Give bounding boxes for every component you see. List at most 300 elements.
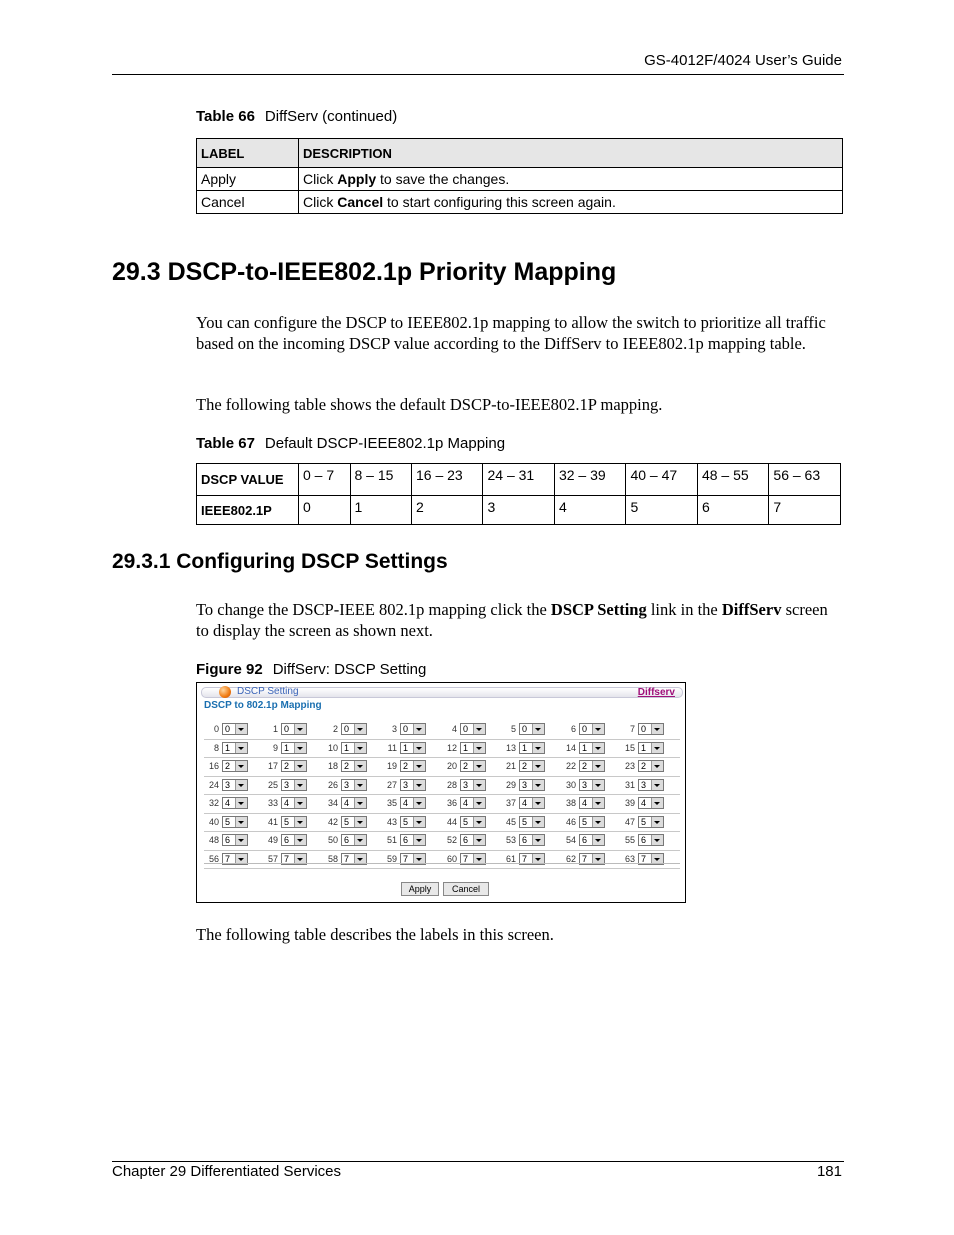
dscp-cell bbox=[376, 723, 426, 736]
chevron-down-icon[interactable] bbox=[651, 835, 663, 845]
dscp-number: 19 bbox=[386, 761, 397, 771]
priority-value: 4 bbox=[463, 798, 469, 808]
dscp-number: 5 bbox=[510, 724, 516, 734]
dscp-cell bbox=[436, 816, 486, 829]
dscp-number: 46 bbox=[565, 816, 576, 827]
chevron-down-icon[interactable] bbox=[473, 761, 485, 771]
chevron-down-icon[interactable] bbox=[473, 854, 485, 864]
dscp-number: 23 bbox=[624, 761, 635, 771]
priority-value: 5 bbox=[284, 816, 290, 827]
priority-value: 3 bbox=[463, 779, 469, 790]
cancel-button[interactable]: Cancel bbox=[443, 882, 489, 896]
dscp-number: 24 bbox=[208, 779, 219, 790]
priority-select[interactable] bbox=[222, 723, 248, 735]
dscp-number: 36 bbox=[446, 798, 457, 808]
priority-value: 2 bbox=[522, 761, 528, 771]
dscp-cell bbox=[614, 834, 664, 847]
priority-cell: 0 bbox=[299, 496, 351, 525]
dscp-cell bbox=[495, 723, 545, 736]
chevron-down-icon[interactable] bbox=[473, 817, 485, 827]
chevron-down-icon[interactable] bbox=[413, 724, 425, 734]
dscp-cell bbox=[436, 779, 486, 792]
dscp-cell bbox=[555, 723, 605, 736]
priority-select[interactable] bbox=[281, 723, 307, 735]
chevron-down-icon[interactable] bbox=[354, 743, 366, 753]
dscp-cell bbox=[436, 723, 486, 736]
priority-value: 1 bbox=[403, 742, 409, 753]
apply-button[interactable]: Apply bbox=[401, 882, 439, 896]
priority-value: 7 bbox=[582, 853, 588, 864]
priority-select[interactable] bbox=[281, 760, 307, 772]
chevron-down-icon[interactable] bbox=[294, 835, 306, 845]
priority-select[interactable] bbox=[638, 797, 664, 809]
priority-select[interactable] bbox=[579, 797, 605, 809]
table-row bbox=[197, 464, 841, 496]
dscp-cell bbox=[614, 723, 664, 736]
priority-select[interactable] bbox=[400, 834, 426, 846]
chevron-down-icon[interactable] bbox=[235, 780, 247, 790]
priority-value: 5 bbox=[582, 816, 588, 827]
mapping-row bbox=[204, 740, 680, 759]
chevron-down-icon[interactable] bbox=[294, 743, 306, 753]
dscp-number: 37 bbox=[505, 798, 516, 808]
priority-value: 5 bbox=[463, 816, 469, 827]
guide-title: GS-4012F/4024 User’s Guide bbox=[644, 52, 842, 69]
chevron-down-icon[interactable] bbox=[651, 761, 663, 771]
chevron-down-icon[interactable] bbox=[651, 724, 663, 734]
chevron-down-icon[interactable] bbox=[354, 854, 366, 864]
priority-select[interactable] bbox=[400, 779, 426, 791]
chevron-down-icon[interactable] bbox=[354, 835, 366, 845]
dscp-cell bbox=[555, 797, 605, 810]
dscp-number: 60 bbox=[446, 853, 457, 864]
priority-value: 3 bbox=[403, 779, 409, 790]
dscp-number: 58 bbox=[327, 853, 338, 864]
priority-value: 1 bbox=[284, 742, 290, 753]
priority-value: 1 bbox=[582, 742, 588, 753]
dscp-number: 1 bbox=[272, 724, 278, 734]
priority-select[interactable] bbox=[400, 760, 426, 772]
priority-value: 7 bbox=[522, 853, 528, 864]
dscp-number: 10 bbox=[327, 742, 338, 753]
chevron-down-icon[interactable] bbox=[473, 780, 485, 790]
priority-select[interactable] bbox=[222, 779, 248, 791]
dscp-number: 55 bbox=[624, 835, 635, 845]
dscp-cell bbox=[614, 779, 664, 792]
dscp-number: 18 bbox=[327, 761, 338, 771]
priority-select[interactable] bbox=[579, 723, 605, 735]
dscp-number: 54 bbox=[565, 835, 576, 845]
dscp-cell bbox=[436, 742, 486, 755]
priority-select[interactable] bbox=[281, 779, 307, 791]
dscp-cell bbox=[555, 816, 605, 829]
priority-select[interactable] bbox=[341, 760, 367, 772]
dscp-cell bbox=[614, 797, 664, 810]
priority-select[interactable] bbox=[519, 779, 545, 791]
chevron-down-icon[interactable] bbox=[592, 798, 604, 808]
priority-select[interactable] bbox=[519, 760, 545, 772]
priority-select[interactable] bbox=[519, 816, 545, 828]
chevron-down-icon[interactable] bbox=[592, 724, 604, 734]
dscp-number: 63 bbox=[624, 853, 635, 864]
chevron-down-icon[interactable] bbox=[592, 761, 604, 771]
after-figure-paragraph: The following table describes the labels in this screen. bbox=[196, 925, 554, 944]
priority-value: 7 bbox=[344, 853, 350, 864]
chevron-down-icon[interactable] bbox=[532, 761, 544, 771]
chevron-down-icon[interactable] bbox=[532, 724, 544, 734]
priority-value: 4 bbox=[403, 798, 409, 808]
priority-select[interactable] bbox=[460, 816, 486, 828]
priority-select[interactable] bbox=[341, 723, 367, 735]
priority-value: 3 bbox=[225, 779, 231, 790]
chevron-down-icon[interactable] bbox=[413, 743, 425, 753]
priority-value: 6 bbox=[344, 835, 350, 845]
dscp-range-cell: 0 – 7 bbox=[299, 464, 351, 496]
priority-value: 7 bbox=[641, 853, 647, 864]
dscp-cell bbox=[198, 779, 248, 792]
chevron-down-icon[interactable] bbox=[592, 854, 604, 864]
mapping-row bbox=[204, 721, 680, 740]
dscp-range-cell: 32 – 39 bbox=[554, 464, 625, 496]
row-label-apply: Apply bbox=[197, 168, 299, 191]
chevron-down-icon[interactable] bbox=[592, 780, 604, 790]
chevron-down-icon[interactable] bbox=[532, 854, 544, 864]
row-desc-cancel: Click Cancel to start configuring this screen again. bbox=[299, 191, 843, 214]
dscp-cell bbox=[317, 723, 367, 736]
priority-select[interactable] bbox=[281, 742, 307, 754]
chevron-down-icon[interactable] bbox=[473, 743, 485, 753]
chevron-down-icon[interactable] bbox=[294, 854, 306, 864]
dscp-number: 53 bbox=[505, 835, 516, 845]
priority-select[interactable] bbox=[579, 742, 605, 754]
priority-value: 4 bbox=[641, 798, 647, 808]
priority-value: 4 bbox=[344, 798, 350, 808]
chevron-down-icon[interactable] bbox=[413, 761, 425, 771]
chevron-down-icon[interactable] bbox=[532, 780, 544, 790]
dscp-number: 4 bbox=[451, 724, 457, 734]
dscp-number: 50 bbox=[327, 835, 338, 845]
chevron-down-icon[interactable] bbox=[592, 817, 604, 827]
dscp-number: 11 bbox=[387, 742, 397, 753]
header-description: DESCRIPTION bbox=[299, 139, 843, 168]
priority-value: 1 bbox=[641, 742, 647, 753]
diffserv-link[interactable]: Diffserv bbox=[637, 687, 675, 698]
priority-cell: 5 bbox=[626, 496, 697, 525]
chevron-down-icon[interactable] bbox=[354, 724, 366, 734]
priority-select[interactable] bbox=[519, 797, 545, 809]
chevron-down-icon[interactable] bbox=[413, 817, 425, 827]
priority-value: 0 bbox=[582, 724, 588, 734]
priority-select[interactable] bbox=[638, 779, 664, 791]
priority-select[interactable] bbox=[638, 723, 664, 735]
chevron-down-icon[interactable] bbox=[235, 798, 247, 808]
priority-value: 2 bbox=[344, 761, 350, 771]
dscp-number: 45 bbox=[505, 816, 516, 827]
priority-cell: 2 bbox=[412, 496, 483, 525]
dscp-number: 33 bbox=[267, 798, 278, 808]
page-number: 181 bbox=[816, 1163, 842, 1180]
priority-value: 0 bbox=[403, 724, 409, 734]
dscp-number: 17 bbox=[267, 761, 278, 771]
priority-select[interactable] bbox=[519, 834, 545, 846]
chevron-down-icon[interactable] bbox=[235, 817, 247, 827]
dscp-number: 34 bbox=[327, 798, 338, 808]
dscp-cell bbox=[198, 742, 248, 755]
dscp-number: 27 bbox=[386, 779, 397, 790]
priority-select[interactable] bbox=[222, 797, 248, 809]
priority-select[interactable] bbox=[400, 797, 426, 809]
priority-select[interactable] bbox=[341, 779, 367, 791]
priority-select[interactable] bbox=[460, 797, 486, 809]
chevron-down-icon[interactable] bbox=[592, 743, 604, 753]
priority-value: 1 bbox=[225, 742, 231, 753]
priority-value: 3 bbox=[641, 779, 647, 790]
priority-select[interactable] bbox=[222, 834, 248, 846]
row-label-cancel: Cancel bbox=[197, 191, 299, 214]
priority-value: 7 bbox=[463, 853, 469, 864]
dscp-cell bbox=[376, 816, 426, 829]
dscp-cell bbox=[495, 797, 545, 810]
chevron-down-icon[interactable] bbox=[294, 798, 306, 808]
dscp-number: 8 bbox=[213, 742, 219, 753]
figure-92-text: DiffServ: DSCP Setting bbox=[272, 661, 427, 678]
priority-select[interactable] bbox=[579, 816, 605, 828]
dscp-number: 39 bbox=[624, 798, 635, 808]
priority-value: 3 bbox=[344, 779, 350, 790]
table-66 bbox=[196, 138, 843, 214]
priority-select[interactable] bbox=[341, 742, 367, 754]
priority-cell: 6 bbox=[697, 496, 768, 525]
priority-value: 2 bbox=[284, 761, 290, 771]
dscp-cell bbox=[317, 834, 367, 847]
dscp-number: 62 bbox=[565, 853, 576, 864]
priority-select[interactable] bbox=[222, 760, 248, 772]
dscp-number: 7 bbox=[629, 724, 635, 734]
chevron-down-icon[interactable] bbox=[294, 761, 306, 771]
chevron-down-icon[interactable] bbox=[473, 835, 485, 845]
dscp-number: 28 bbox=[446, 779, 457, 790]
chevron-down-icon[interactable] bbox=[532, 798, 544, 808]
priority-value: 4 bbox=[284, 798, 290, 808]
priority-value: 2 bbox=[403, 761, 409, 771]
priority-select[interactable] bbox=[638, 816, 664, 828]
dscp-number: 44 bbox=[446, 816, 457, 827]
priority-select[interactable] bbox=[638, 834, 664, 846]
priority-value: 6 bbox=[403, 835, 409, 845]
chevron-down-icon[interactable] bbox=[354, 817, 366, 827]
figure-92-caption bbox=[196, 661, 426, 678]
section-paragraph-1: You can configure the DSCP to IEEE802.1p mapping to allow the switch to prioritize all traffic based on the incoming DSCP value according to the DiffServ to IEEE802.1p mapping table. bbox=[196, 313, 826, 353]
dscp-cell bbox=[376, 797, 426, 810]
chevron-down-icon[interactable] bbox=[651, 817, 663, 827]
mapping-row bbox=[204, 758, 680, 777]
dscp-number: 3 bbox=[391, 724, 397, 734]
dscp-number: 26 bbox=[327, 779, 338, 790]
dscp-cell bbox=[257, 760, 307, 773]
mapping-row bbox=[204, 832, 680, 851]
chevron-down-icon[interactable] bbox=[235, 743, 247, 753]
chevron-down-icon[interactable] bbox=[235, 854, 247, 864]
priority-select[interactable] bbox=[281, 797, 307, 809]
priority-value: 2 bbox=[463, 761, 469, 771]
priority-value: 1 bbox=[344, 742, 350, 753]
priority-value: 3 bbox=[522, 779, 528, 790]
dscp-cell bbox=[198, 834, 248, 847]
dscp-cell bbox=[555, 779, 605, 792]
priority-value: 0 bbox=[641, 724, 647, 734]
dscp-number: 30 bbox=[565, 779, 576, 790]
priority-select[interactable] bbox=[638, 760, 664, 772]
dscp-number: 56 bbox=[208, 853, 219, 864]
dscp-number: 51 bbox=[386, 835, 397, 845]
priority-select[interactable] bbox=[400, 742, 426, 754]
chevron-down-icon[interactable] bbox=[235, 835, 247, 845]
chevron-down-icon[interactable] bbox=[354, 761, 366, 771]
row-label-ieee: IEEE802.1P bbox=[197, 496, 299, 525]
chevron-down-icon[interactable] bbox=[413, 854, 425, 864]
chevron-down-icon[interactable] bbox=[354, 780, 366, 790]
chevron-down-icon[interactable] bbox=[592, 835, 604, 845]
mapping-row bbox=[204, 777, 680, 796]
priority-select[interactable] bbox=[460, 723, 486, 735]
dscp-cell bbox=[257, 816, 307, 829]
priority-select[interactable] bbox=[281, 816, 307, 828]
chevron-down-icon[interactable] bbox=[354, 798, 366, 808]
chevron-down-icon[interactable] bbox=[294, 817, 306, 827]
dscp-number: 32 bbox=[208, 798, 219, 808]
dscp-number: 20 bbox=[446, 761, 457, 771]
dscp-number: 61 bbox=[505, 853, 516, 864]
dscp-cell bbox=[317, 742, 367, 755]
priority-value: 4 bbox=[582, 798, 588, 808]
row-desc-apply: Click Apply to save the changes. bbox=[299, 168, 843, 191]
dscp-cell bbox=[495, 834, 545, 847]
dscp-cell bbox=[555, 834, 605, 847]
mapping-row bbox=[204, 814, 680, 833]
priority-select[interactable] bbox=[579, 834, 605, 846]
table-row bbox=[197, 191, 843, 214]
table-67 bbox=[196, 463, 841, 525]
priority-select[interactable] bbox=[579, 779, 605, 791]
table-67-caption bbox=[196, 435, 505, 452]
dscp-cell bbox=[614, 760, 664, 773]
chevron-down-icon[interactable] bbox=[532, 817, 544, 827]
priority-select[interactable] bbox=[460, 834, 486, 846]
dscp-number: 12 bbox=[446, 742, 457, 753]
chevron-down-icon[interactable] bbox=[532, 743, 544, 753]
dscp-cell bbox=[198, 760, 248, 773]
dscp-number: 38 bbox=[565, 798, 576, 808]
dscp-cell bbox=[257, 834, 307, 847]
chevron-down-icon[interactable] bbox=[473, 724, 485, 734]
dscp-number: 25 bbox=[267, 779, 278, 790]
dscp-range-cell: 24 – 31 bbox=[483, 464, 554, 496]
table-66-caption bbox=[196, 108, 397, 125]
priority-select[interactable] bbox=[519, 742, 545, 754]
priority-select[interactable] bbox=[341, 834, 367, 846]
priority-select[interactable] bbox=[638, 742, 664, 754]
priority-value: 2 bbox=[225, 761, 231, 771]
priority-select[interactable] bbox=[460, 779, 486, 791]
table-66-label: Table 66 bbox=[196, 108, 255, 125]
dscp-number: 15 bbox=[624, 742, 635, 753]
header-label: LABEL bbox=[197, 139, 299, 168]
dscp-cell bbox=[495, 760, 545, 773]
chevron-down-icon[interactable] bbox=[651, 798, 663, 808]
priority-select[interactable] bbox=[222, 742, 248, 754]
dscp-number: 21 bbox=[505, 761, 516, 771]
dscp-cell bbox=[376, 834, 426, 847]
dscp-cell bbox=[257, 723, 307, 736]
table-row bbox=[197, 168, 843, 191]
priority-value: 5 bbox=[403, 816, 409, 827]
dscp-cell bbox=[495, 779, 545, 792]
footer-rule bbox=[112, 1161, 844, 1162]
dscp-cell bbox=[317, 779, 367, 792]
priority-select[interactable] bbox=[400, 723, 426, 735]
dscp-number: 42 bbox=[327, 816, 338, 827]
chevron-down-icon[interactable] bbox=[651, 743, 663, 753]
chevron-down-icon[interactable] bbox=[473, 798, 485, 808]
dscp-number: 13 bbox=[505, 742, 516, 753]
dscp-cell bbox=[198, 723, 248, 736]
chevron-down-icon[interactable] bbox=[235, 761, 247, 771]
dscp-number: 57 bbox=[267, 853, 278, 864]
screen-subtitle: DSCP to 802.1p Mapping bbox=[204, 700, 322, 711]
priority-value: 5 bbox=[225, 816, 231, 827]
dscp-number: 22 bbox=[565, 761, 576, 771]
priority-value: 6 bbox=[522, 835, 528, 845]
priority-select[interactable] bbox=[400, 816, 426, 828]
chevron-down-icon[interactable] bbox=[532, 835, 544, 845]
chevron-down-icon[interactable] bbox=[413, 835, 425, 845]
chevron-down-icon[interactable] bbox=[294, 724, 306, 734]
dscp-range-cell: 40 – 47 bbox=[626, 464, 697, 496]
subsection-heading: 29.3.1 Configuring DSCP Settings bbox=[112, 550, 448, 573]
dscp-number: 40 bbox=[208, 816, 219, 827]
chevron-down-icon[interactable] bbox=[651, 780, 663, 790]
dscp-cell bbox=[614, 816, 664, 829]
dscp-cell bbox=[376, 779, 426, 792]
priority-select[interactable] bbox=[222, 816, 248, 828]
dscp-number: 16 bbox=[208, 761, 219, 771]
chevron-down-icon[interactable] bbox=[294, 780, 306, 790]
chevron-down-icon[interactable] bbox=[413, 780, 425, 790]
priority-select[interactable] bbox=[281, 834, 307, 846]
dscp-cell bbox=[198, 797, 248, 810]
priority-value: 7 bbox=[403, 853, 409, 864]
priority-value: 0 bbox=[463, 724, 469, 734]
priority-value: 6 bbox=[463, 835, 469, 845]
chevron-down-icon[interactable] bbox=[413, 798, 425, 808]
screen-title: DSCP Setting bbox=[237, 686, 299, 697]
priority-select[interactable] bbox=[579, 760, 605, 772]
dscp-cell bbox=[436, 760, 486, 773]
priority-select[interactable] bbox=[460, 760, 486, 772]
footer-chapter: Chapter 29 Differentiated Services bbox=[112, 1163, 342, 1180]
chevron-down-icon[interactable] bbox=[651, 854, 663, 864]
chevron-down-icon[interactable] bbox=[235, 724, 247, 734]
dscp-cell bbox=[376, 742, 426, 755]
dscp-cell bbox=[317, 797, 367, 810]
dscp-cell bbox=[555, 760, 605, 773]
priority-cell: 1 bbox=[350, 496, 412, 525]
priority-select[interactable] bbox=[341, 816, 367, 828]
priority-select[interactable] bbox=[519, 723, 545, 735]
priority-value: 1 bbox=[463, 742, 469, 753]
priority-select[interactable] bbox=[460, 742, 486, 754]
priority-select[interactable] bbox=[341, 797, 367, 809]
